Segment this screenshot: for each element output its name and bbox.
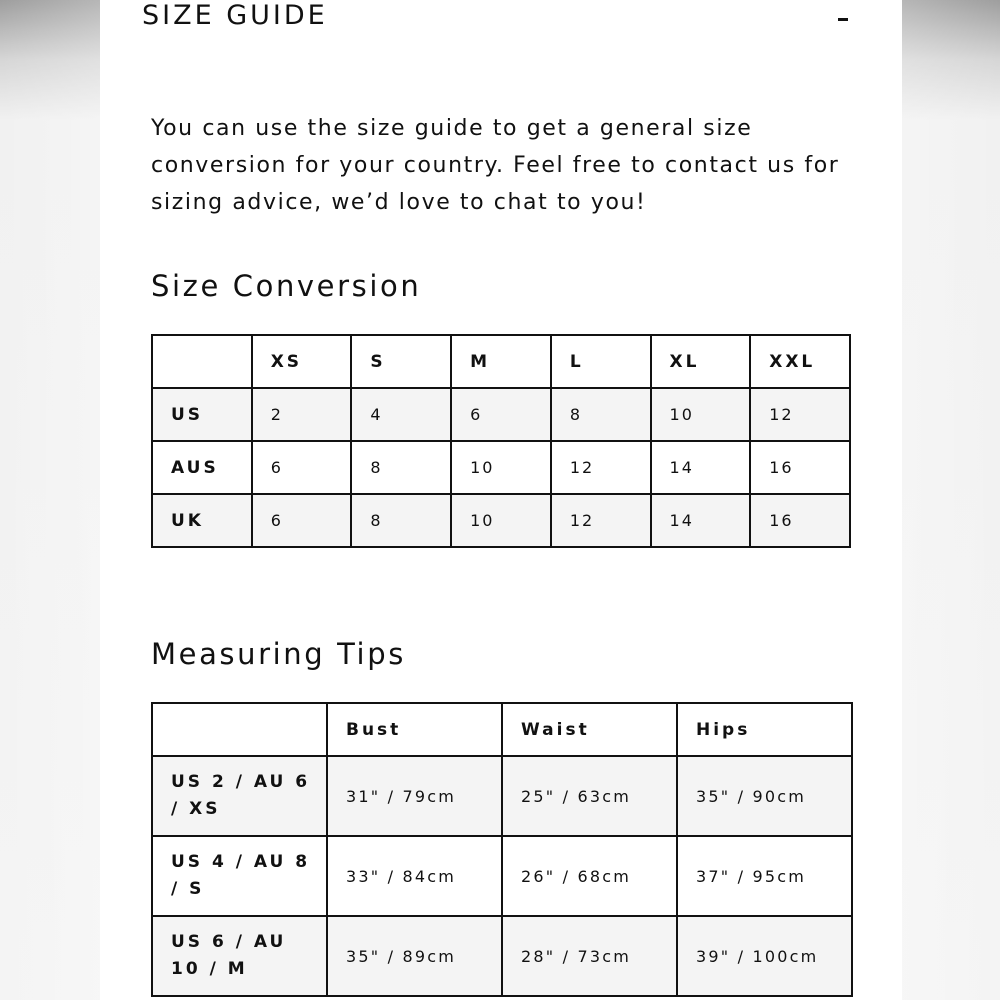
table-header-row <box>152 335 850 388</box>
table-cell: 8 <box>351 494 451 547</box>
collapse-button[interactable] <box>832 0 856 36</box>
size-conversion-table <box>151 334 851 548</box>
table-cell: 10 <box>651 388 751 441</box>
table-cell: 6 <box>252 441 352 494</box>
table-cell: 14 <box>651 494 751 547</box>
column-header: M <box>451 335 551 388</box>
table-cell: 16 <box>750 494 850 547</box>
table-cell: 16 <box>750 441 850 494</box>
minus-icon <box>838 18 848 21</box>
column-header: L <box>551 335 651 388</box>
row-label: AUS <box>152 441 252 494</box>
table-row <box>152 494 850 547</box>
row-label: US 4 / AU 8 / S <box>152 836 327 916</box>
column-header: S <box>351 335 451 388</box>
table-cell: 12 <box>750 388 850 441</box>
table-cell: 39" / 100cm <box>677 916 852 996</box>
table-cell: 8 <box>551 388 651 441</box>
table-cell: 25" / 63cm <box>502 756 677 836</box>
table-cell: 6 <box>252 494 352 547</box>
table-row <box>152 756 852 836</box>
table-row <box>152 836 852 916</box>
table-cell: 4 <box>351 388 451 441</box>
table-header-row <box>152 703 852 756</box>
table-cell: 2 <box>252 388 352 441</box>
column-header: Hips <box>677 703 852 756</box>
table-cell: 6 <box>451 388 551 441</box>
measuring-tips-table <box>151 702 853 997</box>
table-cell: 14 <box>651 441 751 494</box>
row-label: US 2 / AU 6 / XS <box>152 756 327 836</box>
background-left <box>0 0 100 1000</box>
table-cell: 26" / 68cm <box>502 836 677 916</box>
table-row <box>152 916 852 996</box>
measuring-tips-title: Measuring Tips <box>151 637 406 671</box>
table-cell: 35" / 90cm <box>677 756 852 836</box>
row-label: UK <box>152 494 252 547</box>
table-row <box>152 388 850 441</box>
column-header <box>152 703 327 756</box>
column-header: XS <box>252 335 352 388</box>
table-cell: 28" / 73cm <box>502 916 677 996</box>
size-guide-header[interactable] <box>142 0 860 36</box>
background-right <box>900 0 1000 1000</box>
table-cell: 10 <box>451 441 551 494</box>
row-label: US <box>152 388 252 441</box>
size-guide-title: SIZE GUIDE <box>142 0 328 31</box>
table-cell: 31" / 79cm <box>327 756 502 836</box>
column-header: Waist <box>502 703 677 756</box>
table-cell: 33" / 84cm <box>327 836 502 916</box>
size-guide-panel <box>100 0 902 1000</box>
intro-text: You can use the size guide to get a general size conversion for your country. Feel free to contact us for sizing advice, we’d love to chat to you! <box>151 116 840 215</box>
size-conversion-title: Size Conversion <box>151 269 422 303</box>
table-cell: 12 <box>551 441 651 494</box>
column-header: XXL <box>750 335 850 388</box>
table-cell: 37" / 95cm <box>677 836 852 916</box>
table-cell: 8 <box>351 441 451 494</box>
table-cell: 12 <box>551 494 651 547</box>
table-row <box>152 441 850 494</box>
table-cell: 10 <box>451 494 551 547</box>
row-label: US 6 / AU 10 / M <box>152 916 327 996</box>
column-header: XL <box>651 335 751 388</box>
column-header <box>152 335 252 388</box>
column-header: Bust <box>327 703 502 756</box>
table-cell: 35" / 89cm <box>327 916 502 996</box>
